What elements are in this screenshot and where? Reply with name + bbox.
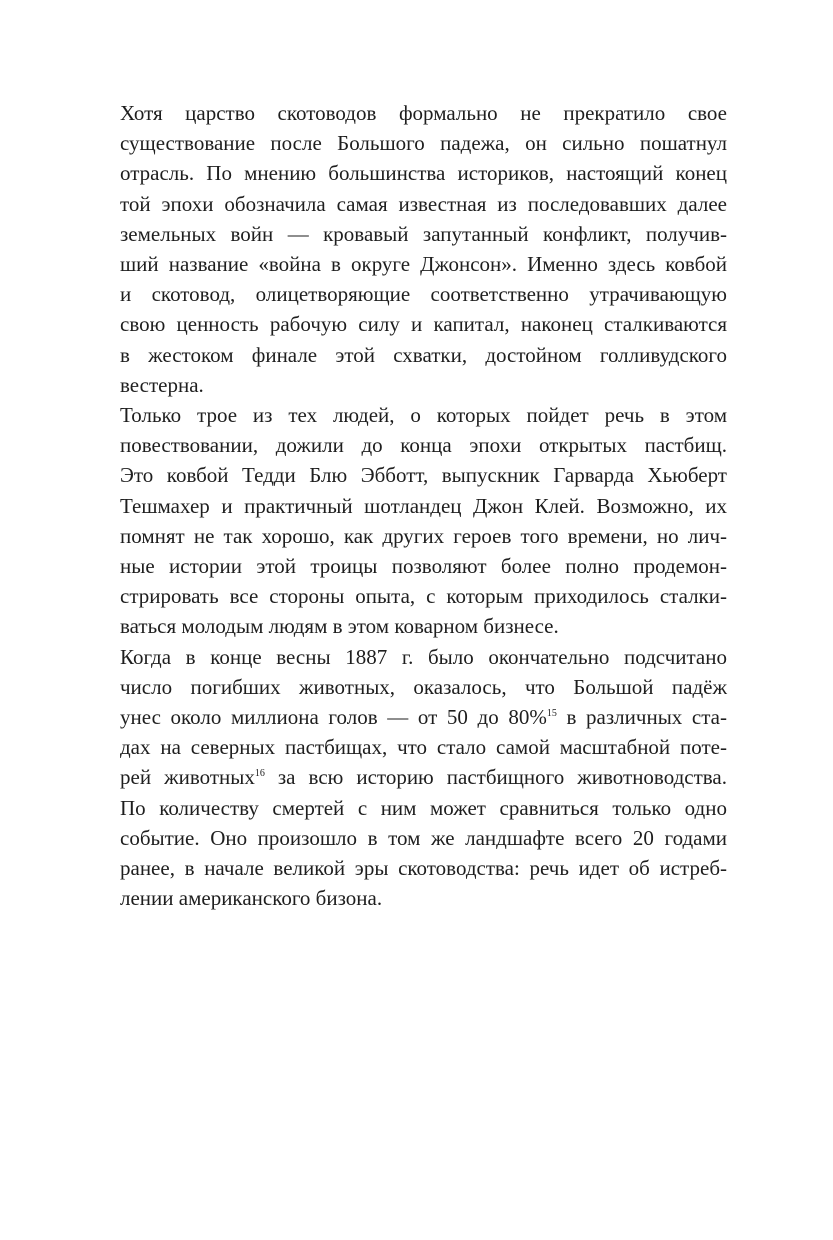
text-line: лении американского бизона. (120, 886, 383, 911)
text-line: ший название «война в округе Джонсон». Именно здесь ковбой (120, 252, 727, 277)
text-line: число погибших животных, оказалось, что Большой падёж (120, 674, 727, 699)
footnote-marker-15[interactable]: 15 (546, 708, 557, 720)
text-line: Когда в конце весны 1887 г. было окончательно подсчитано (120, 644, 727, 669)
text-line: той эпохи обозначила самая известная из последовавших далее (120, 191, 727, 216)
text-line: Это ковбой Тедди Блю Эбботт, выпускник Гарварда Хьюберт (120, 463, 727, 488)
paragraph-1 (90, 98, 727, 400)
text-line: ваться молодым людям в этом коварном бизнесе. (120, 614, 559, 639)
text-line: свою ценность рабочую силу и капитал, наконец сталкиваются (120, 312, 727, 337)
text-line: существование после Большого падежа, он сильно пошатнул (120, 131, 727, 156)
paragraph-2 (90, 400, 727, 642)
text-fragment: унес около миллиона голов — от 50 до 80% (120, 705, 547, 730)
text-line: помнят не так хорошо, как других героев того времени, но лич- (120, 523, 727, 548)
text-line-with-footnote (90, 702, 727, 732)
text-line-with-footnote (90, 762, 727, 792)
footnote-marker-16[interactable]: 16 (254, 768, 265, 780)
page-body (90, 98, 727, 913)
text-line: событие. Оно произошло в том же ландшафте всего 20 годами (120, 825, 727, 850)
text-fragment: за всю историю пастбищного животноводства. (264, 765, 727, 790)
text-line: земельных войн — кровавый запутанный конфликт, получив- (120, 221, 727, 246)
text-line: Тешмахер и практичный шотландец Джон Клей. Возможно, их (120, 493, 727, 518)
text-line: Хотя царство скотоводов формально не прекратило свое (120, 101, 727, 125)
text-line: ранее, в начале великой эры скотоводства: речь идет об истреб- (120, 856, 727, 881)
text-line: и скотовод, олицетворяющие соответственно утрачивающую (120, 282, 727, 307)
text-line: стрировать все стороны опыта, с которым приходилось сталки- (120, 584, 727, 609)
text-line: отрасль. По мнению большинства историков, настоящий конец (120, 161, 727, 186)
text-line: повествовании, дожили до конца эпохи открытых пастбищ. (120, 433, 727, 458)
text-line: Только трое из тех людей, о которых пойдет речь в этом (120, 403, 727, 428)
text-line: вестерна. (120, 372, 204, 397)
text-fragment: в различных ста- (556, 705, 727, 730)
paragraph-3 (90, 642, 727, 914)
text-line: дах на северных пастбищах, что стало самой масштабной поте- (120, 735, 727, 760)
text-line: ные истории этой троицы позволяют более полно продемон- (120, 554, 727, 579)
text-line: По количеству смертей с ним может сравниться только одно (120, 795, 727, 820)
text-fragment: рей животных (120, 765, 255, 790)
text-line: в жестоком финале этой схватки, достойном голливудского (120, 342, 727, 367)
